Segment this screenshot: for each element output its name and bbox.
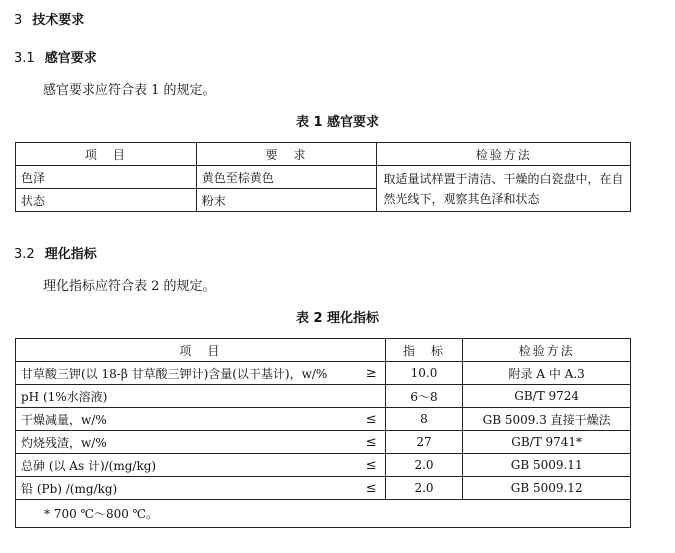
table-row <box>16 477 631 500</box>
item-cell: 铅 (Pb) /(mg/kg) <box>16 477 356 500</box>
item-cell: 总砷 (以 As 计)/(mg/kg) <box>16 454 356 477</box>
requirement-cell: 黄色至棕黄色 <box>196 166 377 189</box>
table-header-row <box>16 339 631 362</box>
table-row <box>16 166 631 189</box>
table-2-caption: 表 2 理化指标 <box>295 311 380 326</box>
section-3-1-heading <box>14 47 97 66</box>
section-3-2-paragraph: 理化指标应符合表 2 的规定。 <box>43 279 216 294</box>
section-number: 3.1 <box>14 51 35 66</box>
method-cell: 取适量试样置于清洁、干燥的白瓷盘中，在自然光线下，观察其色泽和状态 <box>377 166 631 212</box>
value-cell: 10.0 <box>385 362 463 385</box>
item-cell: 色泽 <box>16 166 197 189</box>
method-cell: 附录 A 中 A.3 <box>463 362 631 385</box>
value-cell: 2.0 <box>385 477 463 500</box>
column-header: 检验方法 <box>377 143 631 166</box>
method-cell: GB/T 9741* <box>463 431 631 454</box>
requirement-cell: 粉末 <box>196 189 377 212</box>
operator-cell: ≤ <box>355 408 385 431</box>
value-cell: 8 <box>385 408 463 431</box>
column-header: 要 求 <box>196 143 377 166</box>
item-cell: 干燥减量，w/% <box>16 408 356 431</box>
section-number: 3 <box>14 13 23 28</box>
method-cell: GB/T 9724 <box>463 385 631 408</box>
table-row <box>16 408 631 431</box>
column-header: 项 目 <box>16 339 386 362</box>
section-title: 技术要求 <box>32 13 85 28</box>
section-3-1-paragraph: 感官要求应符合表 1 的规定。 <box>43 83 216 98</box>
table-header-row <box>16 143 631 166</box>
operator-cell: ≤ <box>355 477 385 500</box>
section-title: 感官要求 <box>44 51 97 66</box>
column-header: 指 标 <box>385 339 463 362</box>
table-row <box>16 431 631 454</box>
table-1-caption: 表 1 感官要求 <box>295 115 380 130</box>
section-3-heading <box>14 9 84 28</box>
operator-cell: ≥ <box>355 362 385 385</box>
section-3-2-heading <box>14 243 97 262</box>
item-cell: 灼烧残渣，w/% <box>16 431 356 454</box>
value-cell: 27 <box>385 431 463 454</box>
table-note-row <box>16 500 631 528</box>
item-cell: 甘草酸三钾(以 18-β 甘草酸三钾计)含量(以干基计)，w/% <box>16 362 356 385</box>
value-cell: 2.0 <box>385 454 463 477</box>
table-row <box>16 362 631 385</box>
table-row <box>16 454 631 477</box>
operator-cell <box>355 385 385 408</box>
table-footnote: * 700 ℃～800 ℃。 <box>16 500 631 528</box>
table-row <box>16 385 631 408</box>
operator-cell: ≤ <box>355 454 385 477</box>
section-number: 3.2 <box>14 247 35 262</box>
table-2 <box>15 338 631 528</box>
item-cell: pH (1%水溶液) <box>16 385 356 408</box>
section-title: 理化指标 <box>44 247 97 262</box>
table-1 <box>15 142 631 212</box>
value-cell: 6～8 <box>385 385 463 408</box>
column-header: 项 目 <box>16 143 197 166</box>
column-header: 检验方法 <box>463 339 631 362</box>
operator-cell: ≤ <box>355 431 385 454</box>
method-cell: GB 5009.3 直接干燥法 <box>463 408 631 431</box>
item-cell: 状态 <box>16 189 197 212</box>
method-cell: GB 5009.11 <box>463 454 631 477</box>
method-cell: GB 5009.12 <box>463 477 631 500</box>
